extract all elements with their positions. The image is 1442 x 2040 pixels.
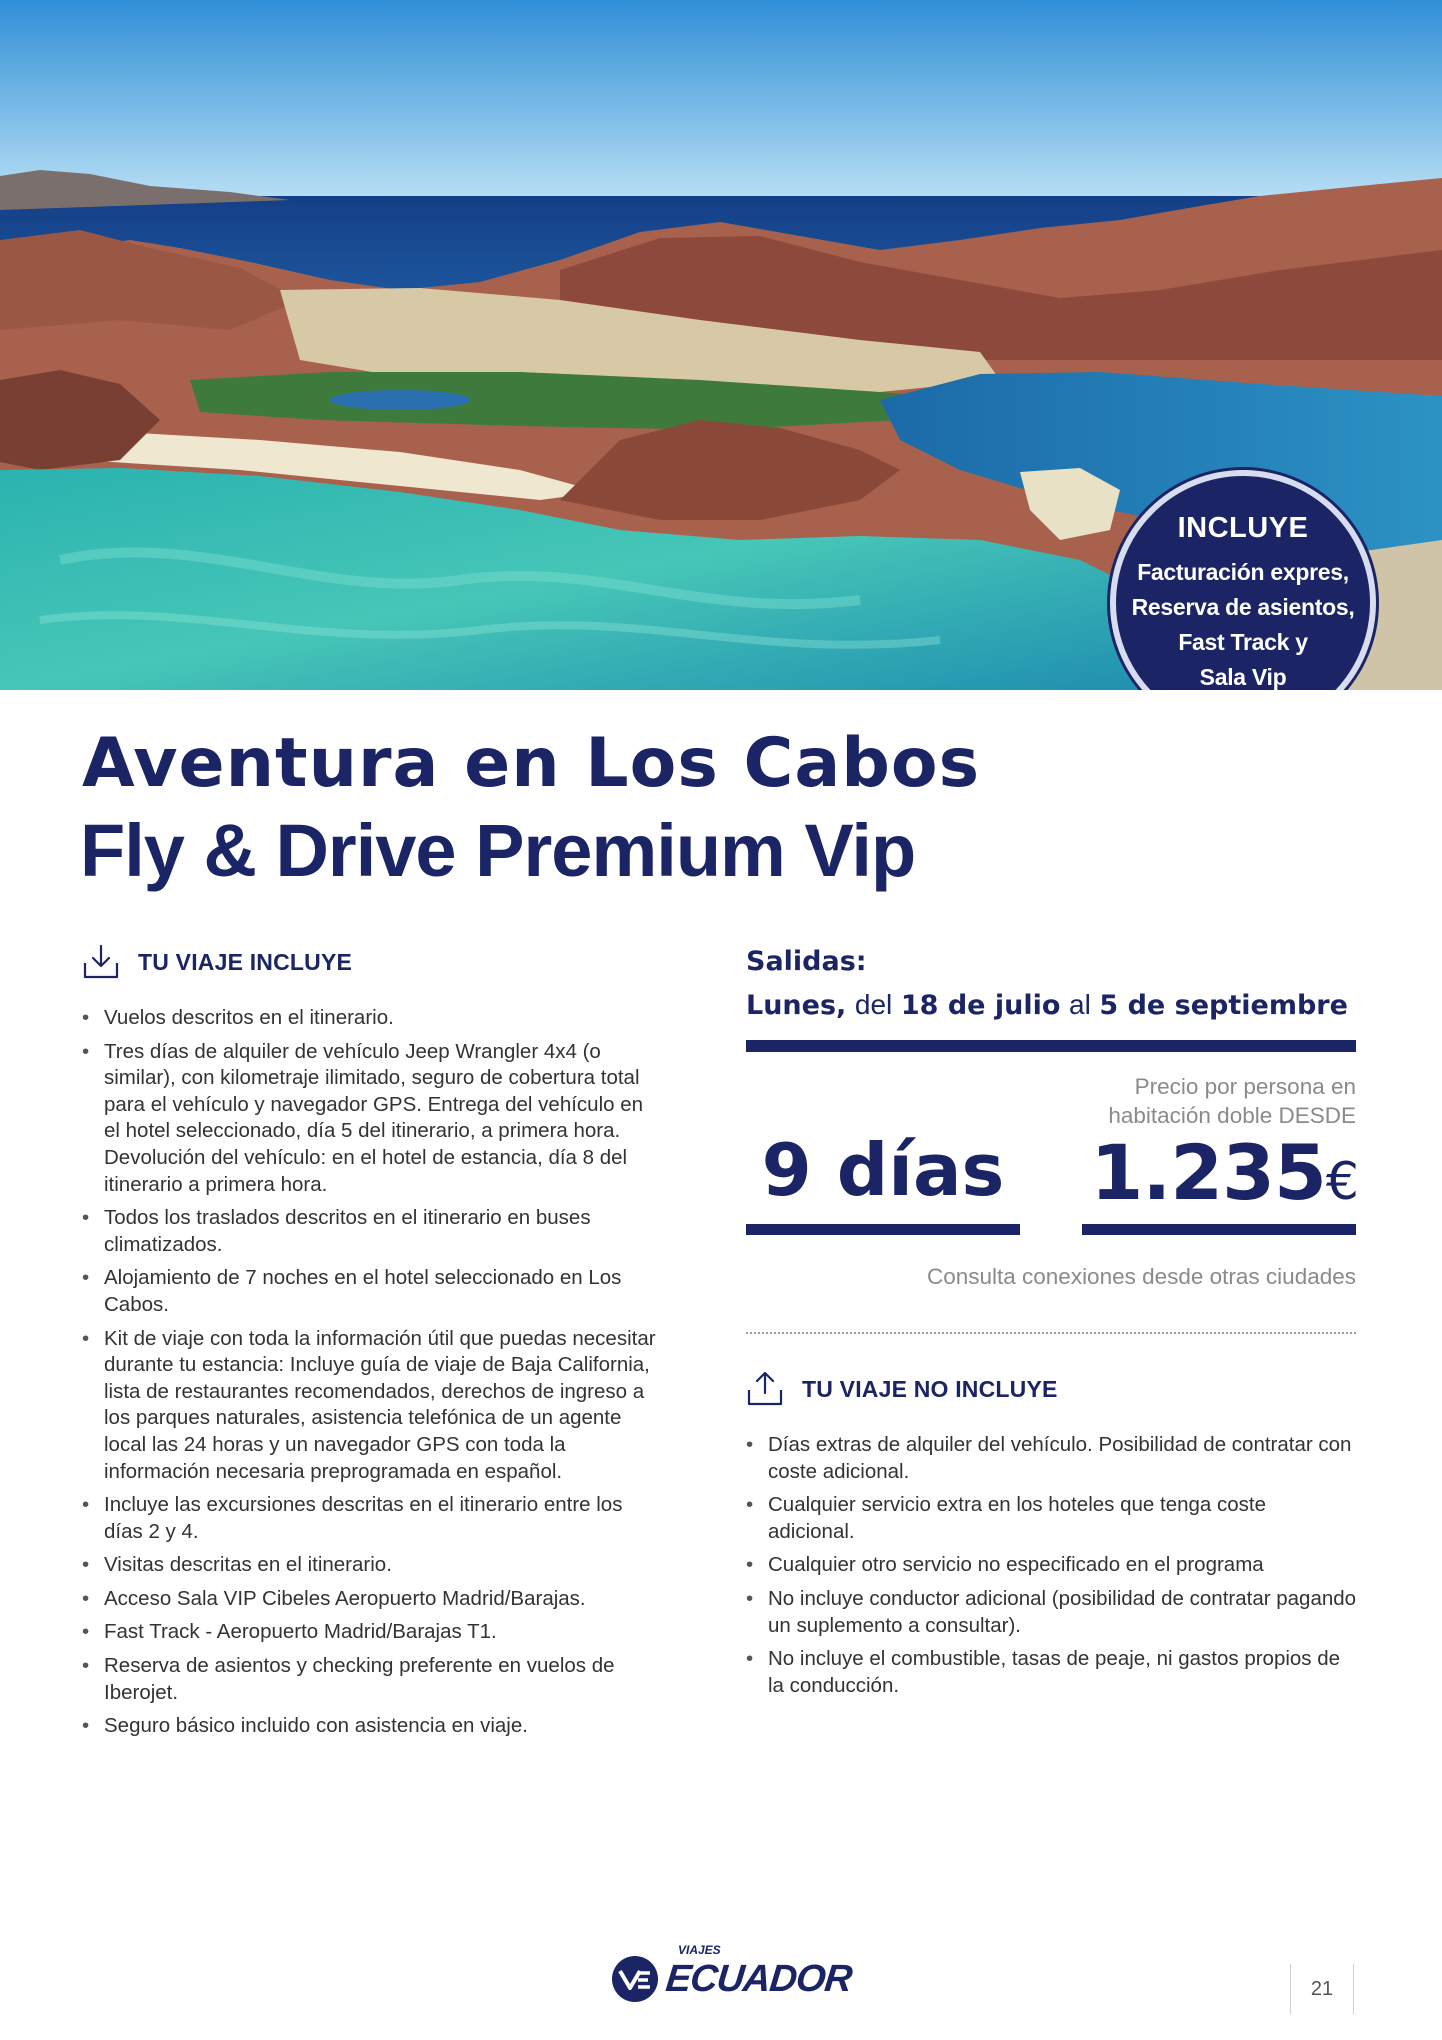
price-note-line: habitación doble DESDE (1108, 1103, 1356, 1128)
list-item: • No incluye el combustible, tasas de peaje, ni gastos propios de la conducción. (746, 1646, 1358, 1699)
departures-label: Salidas: (746, 946, 867, 977)
badge-line: Fast Track y (1178, 628, 1308, 655)
list-item: • Vuelos descritos en el itinerario. (82, 1005, 662, 1032)
price-underline (1082, 1224, 1356, 1235)
hero-image (0, 0, 1442, 690)
price-note (1000, 1072, 1356, 1130)
list-item: • Cualquier otro servicio no especificado en el programa (746, 1552, 1358, 1579)
departure-from-date: 18 de julio (900, 990, 1061, 1021)
dotted-divider (746, 1332, 1356, 1334)
upload-tray-icon (746, 1370, 784, 1408)
page-title: Aventura en Los Cabos (82, 724, 981, 803)
divider-bar (746, 1040, 1356, 1052)
trip-duration: 9 días (761, 1128, 1005, 1212)
includes-heading (82, 943, 352, 981)
includes-list (82, 1005, 662, 1747)
not-includes-list (746, 1432, 1358, 1706)
page-subtitle: Fly & Drive Premium Vip (80, 809, 916, 892)
departure-del: del (854, 989, 893, 1020)
list-item: • Kit de viaje con toda la información útil que puedas necesitar durante tu estancia: Incluye guía de viaje de Baja California, lista de restaurantes recomendados, derechos de ingreso a los parques naturales, asistencia telefónica de un agente local las 24 horas y un navegador GPS con toda la información necesaria preprogramada en español. (82, 1326, 662, 1486)
not-includes-heading (746, 1370, 1058, 1408)
list-item: • Tres días de alquiler de vehículo Jeep Wrangler 4x4 (o similar), con kilometraje ilimitado, seguro de cobertura total para el vehículo y navegador GPS. Entrega del vehículo en el hotel seleccionado, día 5 del itinerario, a primera hora. Devolución del vehículo: en el hotel de estancia, día 8 del itinerario a primera hora. (82, 1039, 662, 1199)
logo-wordmark: ECUADOR (663, 1957, 854, 2000)
badge-line: Sala Vip (1199, 663, 1287, 690)
brand-logo (610, 1942, 854, 2004)
list-item: • No incluye conductor adicional (posibilidad de contratar pagando un suplemento a consultar). (746, 1586, 1358, 1639)
list-item: • Reserva de asientos y checking preferente en vuelos de Iberojet. (82, 1653, 662, 1706)
price-note-line: Precio por persona en (1134, 1074, 1356, 1099)
list-item: • Seguro básico incluido con asistencia en viaje. (82, 1713, 662, 1740)
price-amount (1082, 1128, 1358, 1217)
departure-weekday: Lunes, (746, 990, 847, 1021)
download-tray-icon (82, 943, 120, 981)
includes-heading-label: TU VIAJE INCLUYE (138, 948, 353, 975)
list-item: • Fast Track - Aeropuerto Madrid/Barajas T1. (82, 1619, 662, 1646)
logo-small-text: VIAJES (678, 1942, 721, 1957)
list-item: • Alojamiento de 7 noches en el hotel seleccionado en Los Cabos. (82, 1265, 662, 1318)
departure-to-date: 5 de septiembre (1099, 990, 1348, 1021)
list-item: • Todos los traslados descritos en el itinerario en buses climatizados. (82, 1205, 662, 1258)
departure-al: al (1069, 989, 1091, 1020)
not-includes-heading-label: TU VIAJE NO INCLUYE (802, 1375, 1058, 1402)
duration-underline (746, 1224, 1020, 1235)
brand-mark-icon (610, 1954, 660, 2004)
price-value: 1.235 (1090, 1128, 1326, 1217)
list-item: • Acceso Sala VIP Cibeles Aeropuerto Madrid/Barajas. (82, 1586, 662, 1613)
page-number: 21 (1290, 1964, 1354, 2014)
list-item: • Incluye las excursiones descritas en el itinerario entre los días 2 y 4. (82, 1492, 662, 1545)
list-item: • Cualquier servicio extra en los hoteles que tenga coste adicional. (746, 1492, 1358, 1545)
departure-dates (746, 989, 1348, 1021)
badge-line: Reserva de asientos, (1131, 593, 1355, 620)
price-currency: € (1325, 1152, 1358, 1212)
connections-note: Consulta conexiones desde otras ciudades (926, 1264, 1356, 1289)
badge-line: Facturación expres, (1137, 558, 1349, 585)
list-item: • Visitas descritas en el itinerario. (82, 1552, 662, 1579)
badge-title: INCLUYE (1177, 511, 1309, 544)
list-item: • Días extras de alquiler del vehículo. Posibilidad de contratar con coste adicional. (746, 1432, 1358, 1485)
